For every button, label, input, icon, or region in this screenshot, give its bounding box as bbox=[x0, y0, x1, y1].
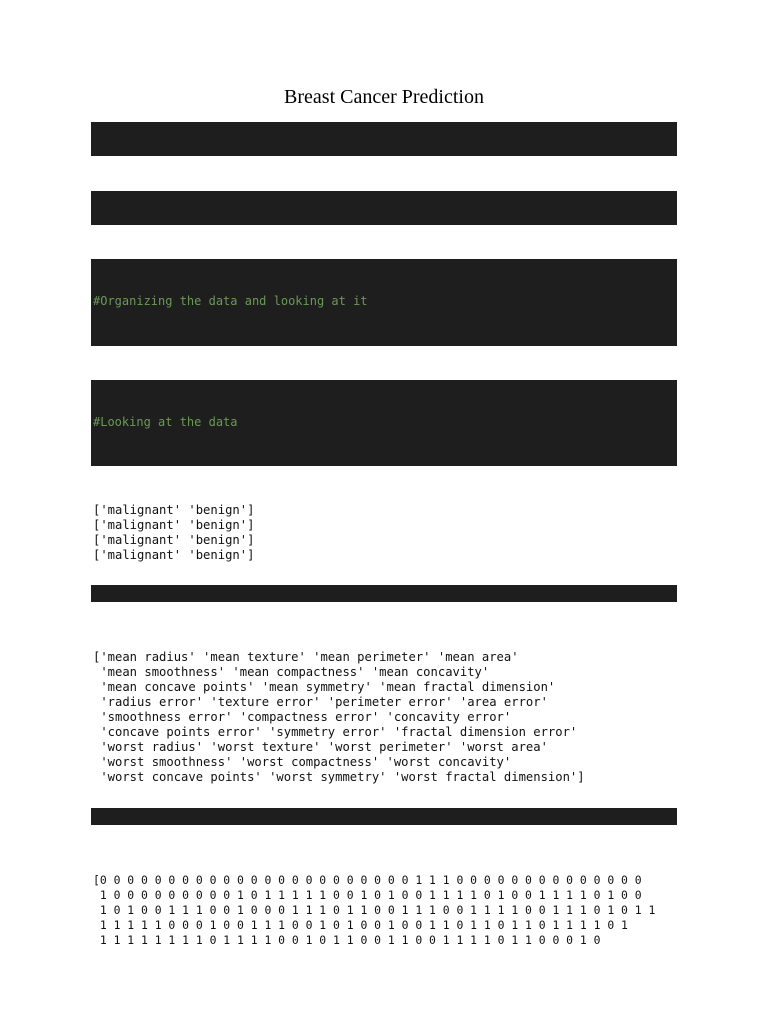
output-line: 'worst smoothness' 'worst compactness' 'worst concavity' bbox=[93, 755, 512, 769]
output-line: ['mean radius' 'mean texture' 'mean perimeter' 'mean area' bbox=[93, 650, 519, 664]
output-line: ['malignant' 'benign'] bbox=[93, 518, 255, 532]
output-line: 'mean concave points' 'mean symmetry' 'mean fractal dimension' bbox=[93, 680, 556, 694]
output-line: ['malignant' 'benign'] bbox=[93, 503, 255, 517]
output-line: 'worst concave points' 'worst symmetry' 'worst fractal dimension'] bbox=[93, 770, 585, 784]
code-cell-print-features bbox=[91, 585, 677, 602]
output-line: 1 1 1 1 1 1 1 1 0 1 1 1 1 0 0 1 0 1 1 0 0 1 1 0 0 1 1 1 1 0 1 1 0 0 0 1 0 bbox=[93, 933, 601, 947]
output-labels-array bbox=[93, 858, 655, 948]
code-comment: #Organizing the data and looking at it bbox=[93, 294, 368, 309]
code-comment: #Looking at the data bbox=[93, 415, 238, 430]
output-line: ['malignant' 'benign'] bbox=[93, 533, 255, 547]
output-line: 1 0 1 0 0 1 1 1 0 0 1 0 0 0 1 1 1 0 1 1 0 0 1 1 1 0 0 1 1 1 1 0 0 1 1 1 0 1 0 1 1 bbox=[93, 903, 656, 917]
code-cell-organize bbox=[91, 259, 677, 346]
output-line: [0 0 0 0 0 0 0 0 0 0 0 0 0 0 0 0 0 0 0 0 0 0 0 1 1 1 0 0 0 0 0 0 0 0 0 0 0 0 0 0 bbox=[93, 873, 642, 887]
output-feature-names bbox=[93, 635, 585, 785]
output-line: 'smoothness error' 'compactness error' 'concavity error' bbox=[93, 710, 512, 724]
output-line: 'concave points error' 'symmetry error' 'fractal dimension error' bbox=[93, 725, 578, 739]
code-cell-load-data bbox=[91, 191, 677, 225]
output-line: 'mean smoothness' 'mean compactness' 'mean concavity' bbox=[93, 665, 490, 679]
output-line: 1 1 1 1 1 0 0 0 1 0 0 1 1 1 0 0 1 0 1 0 0 1 0 0 1 1 0 1 1 0 1 1 0 1 1 1 1 0 1 bbox=[93, 918, 628, 932]
output-line: 'radius error' 'texture error' 'perimeter error' 'area error' bbox=[93, 695, 548, 709]
code-cell-look-at-data bbox=[91, 380, 677, 466]
output-label-names bbox=[93, 488, 254, 563]
document-title: Breast Cancer Prediction bbox=[284, 86, 484, 108]
output-line: ['malignant' 'benign'] bbox=[93, 548, 255, 562]
output-line: 1 0 0 0 0 0 0 0 0 0 1 0 1 1 1 1 1 0 0 1 0 1 0 0 1 1 1 1 0 1 0 0 1 1 1 1 0 1 0 0 bbox=[93, 888, 642, 902]
code-cell-print-labels bbox=[91, 808, 677, 825]
output-line: 'worst radius' 'worst texture' 'worst perimeter' 'worst area' bbox=[93, 740, 548, 754]
code-cell-imports bbox=[91, 122, 677, 156]
